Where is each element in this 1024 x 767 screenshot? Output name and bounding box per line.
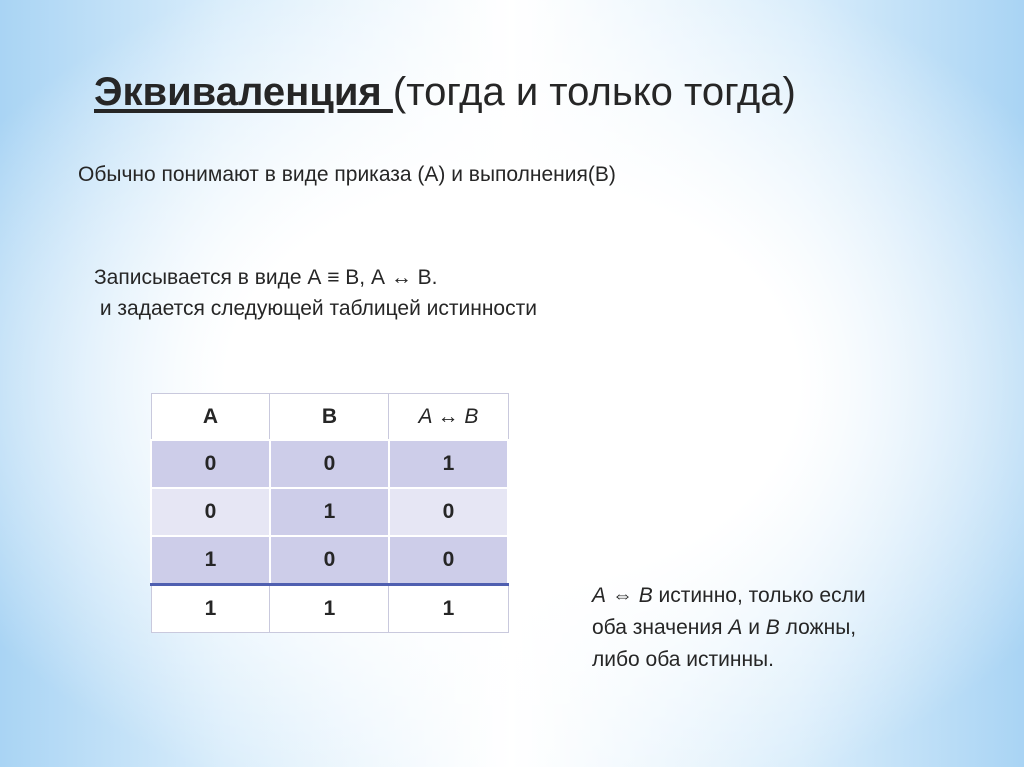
cell: 1	[151, 585, 270, 633]
table-header-row	[151, 394, 508, 441]
equivalence-note	[592, 580, 866, 676]
note-var-b: B	[638, 584, 653, 607]
cell: 1	[389, 585, 508, 633]
cell: 1	[389, 440, 508, 488]
cell: 0	[151, 488, 270, 536]
note-line2-rest: ложны,	[779, 616, 857, 639]
table-row	[151, 488, 508, 536]
note-line3: либо оба истинны.	[592, 648, 774, 671]
header-a: A	[151, 394, 270, 441]
table-row	[151, 440, 508, 488]
table-row	[151, 536, 508, 585]
note-var-a: A	[592, 584, 607, 607]
note-var-b: B	[765, 616, 780, 639]
note-line2-pre: оба значения	[592, 616, 729, 639]
note-line1-rest: истинно, только если	[652, 584, 866, 607]
title-rest: (тогда и только тогда)	[392, 70, 796, 114]
note-symbol: ⇔	[606, 584, 639, 607]
cell: 1	[270, 488, 389, 536]
note-var-a: A	[728, 616, 743, 639]
table-intro-text: и задается следующей таблицей истинности	[94, 297, 537, 320]
cell: 0	[270, 536, 389, 585]
header-equivalence: A ↔ B	[389, 394, 508, 441]
table-row	[151, 585, 508, 633]
cell: 1	[270, 585, 389, 633]
usage-text: Обычно понимают в виде приказа (А) и выполнения(В)	[78, 163, 616, 186]
cell: 0	[151, 440, 270, 488]
slide-title	[94, 70, 796, 115]
cell: 0	[389, 536, 508, 585]
note-line2-mid: и	[742, 616, 766, 639]
cell: 0	[389, 488, 508, 536]
truth-table	[150, 393, 509, 633]
title-main: Эквиваленция	[94, 70, 393, 114]
notation-text: Записывается в виде А ≡ В, А ↔ В.	[94, 266, 438, 289]
header-b: B	[270, 394, 389, 441]
cell: 1	[151, 536, 270, 585]
cell: 0	[270, 440, 389, 488]
